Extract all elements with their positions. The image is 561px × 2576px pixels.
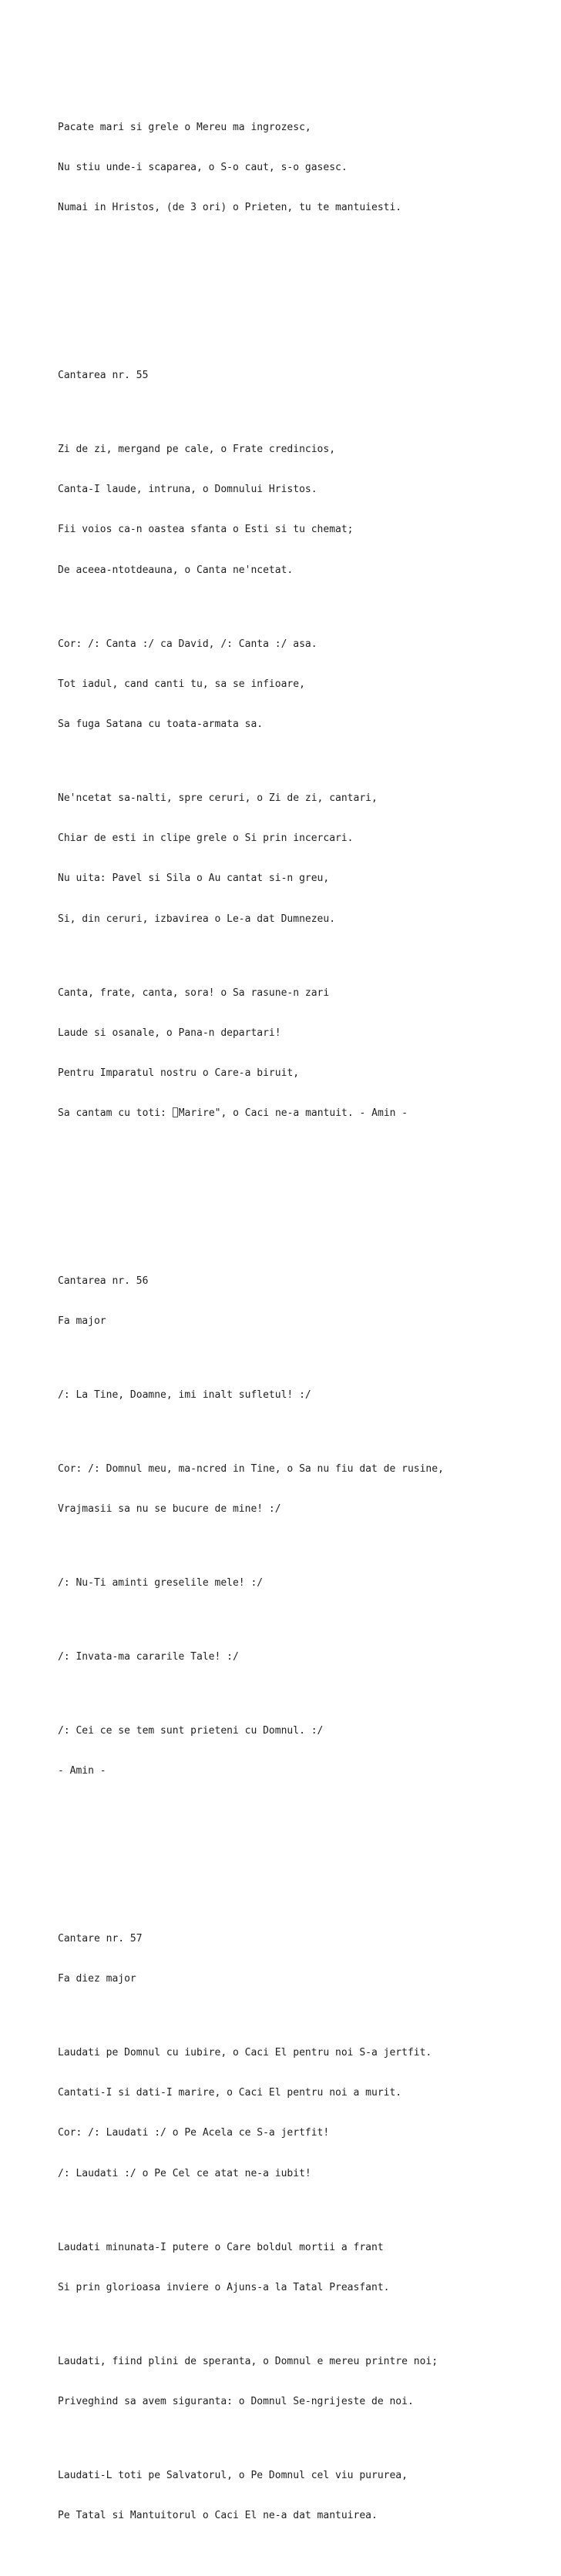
chorus-line: Cor: /: Domnul meu, ma-ncred in Tine, o Sa nu fiu dat de rusine, [58,1462,444,1475]
intro-stanza [58,94,551,241]
text-line: Pentru Imparatul nostru o Care-a biruit, [58,1067,300,1079]
text-line: Canta, frate, canta, sora! o Sa rasune-n zari [58,987,330,999]
text-line: - Amin - [58,1765,106,1777]
text-line: Laudati, fiind plini de speranta, o Domnul e mereu printre noi; [58,2355,438,2367]
song-key: Fa diez major [58,1972,136,1985]
text-line: Pe Tatal si Mantuitorul o Caci El ne-a dat mantuirea. [58,2510,378,2522]
text-line: Cantati-I si dati-I marire, o Caci El pentru noi a murit. [58,2087,402,2099]
text-line: Canta-I laude, intruna, o Domnului Hristos. [58,484,317,496]
text-line: Ne'ncetat sa-nalti, spre ceruri, o Zi de zi, cantari, [58,792,378,804]
text-fragment: Marire", o Caci ne-a mantuit. - Amin - [178,1107,408,1120]
song-57 [58,1905,551,2550]
text-line: De aceea-ntotdeauna, o Canta ne'ncetat. [58,564,294,576]
song-title: Cantarea nr. 55 [58,369,149,381]
text-line: Fii voios ca-n oastea sfanta o Esti si tu chemat; [58,524,354,536]
text-line: Laudati minunata-I putere o Care boldul mortii a frant [58,2241,384,2253]
text-line: Laudati pe Domnul cu iubire, o Caci El pentru noi S-a jertfit. [58,2047,432,2058]
text-line: Si prin glorioasa inviere o Ajuns-a la Tatal Preasfant. [58,2281,390,2293]
text-line: Pacate mari si grele o Mereu ma ingrozesc, [58,122,311,134]
text-line: /: Invata-ma cararile Tale! :/ [58,1651,239,1663]
text-line: Laudati-L toti pe Salvatorul, o Pe Domnul cel viu pururea, [58,2470,408,2482]
text-fragment: Sa cantam cu toti: [58,1107,173,1120]
text-line: /: Cei ce se tem sunt prieteni cu Domnul. :/ [58,1725,324,1737]
document-page [58,54,551,2576]
chorus-line: Cor: /: Laudati :/ o Pe Acela ce S-a jertfit! [58,2127,330,2139]
text-line: Nu uita: Pavel si Sila o Au cantat si-n greu, [58,873,330,885]
text-line: Chiar de esti in clipe grele o Si prin incercari. [58,832,354,845]
text-line: /: La Tine, Doamne, imi inalt sufletul! :/ [58,1388,311,1401]
text-line [58,1107,551,1120]
song-55 [58,342,551,1147]
chorus-line: Cor: /: Canta :/ ca David, /: Canta :/ asa. [58,638,317,650]
text-line: Priveghind sa avem siguranta: o Domnul Se-ngrijeste de noi. [58,2396,414,2408]
text-line: Laude si osanale, o Pana-n departari! [58,1027,281,1039]
missing-glyph-icon [173,1107,178,1117]
chorus-line: Vrajmasii sa nu se bucure de mine! :/ [58,1503,281,1516]
text-line: Si, din ceruri, izbavirea o Le-a dat Dumnezeu. [58,913,336,925]
text-line: Nu stiu unde-i scaparea, o S-o caut, s-o gasesc. [58,162,348,174]
song-key: Fa major [58,1315,106,1327]
chorus-line: Tot iadul, cand canti tu, sa se infioare, [58,678,305,690]
chorus-line: Sa fuga Satana cu toata-armata sa. [58,718,264,730]
song-title: Cantare nr. 57 [58,1932,143,1945]
text-line: /: Nu-Ti aminti greselile mele! :/ [58,1577,264,1589]
song-56 [58,1248,551,1805]
text-line: Numai in Hristos, (de 3 ori) o Prieten, tu te mantuiesti. [58,202,402,214]
chorus-line: /: Laudati :/ o Pe Cel ce atat ne-a iubit! [58,2167,311,2179]
song-title: Cantarea nr. 56 [58,1275,149,1287]
text-line: Zi de zi, mergand pe cale, o Frate credincios, [58,443,336,455]
